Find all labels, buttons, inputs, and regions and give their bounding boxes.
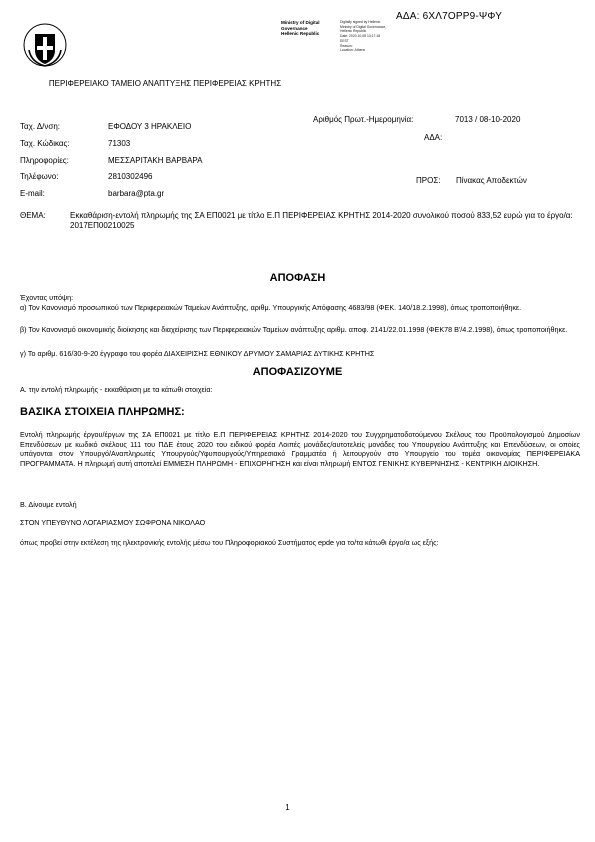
- phone-label: Τηλέφωνο:: [20, 172, 59, 181]
- payment-order: Β. Δίνουμε εντολή: [20, 500, 77, 509]
- payment-instruction: όπως προβεί στην εκτέλεση της ηλεκτρονικής εντολής μέσω του Πληροφοριακού Συστήματος epde για το/τα κάτωθι έργο/α ως εξής:: [20, 538, 439, 547]
- payment-body: Εντολή πληρωμής έργου/έργων της ΣΑ ΕΠ0021 με τίτλο Ε.Π ΠΕΡΙΦΕΡΕΙΑΣ ΚΡΗΤΗΣ 2014-2020 του Συγχρηματοδοτούμενου Σκέλους του Προϋπολογισμού Δημοσίων Επενδύσεων με κωδικό σκέλους 111 του ΠΔΕ έτους 2020 του ειδικού φορέα Λοιπές μονάδες/αυτοτελείς μονάδες του Υπουργείου Ανάπτυξης και Επενδύσεων, οι οποίες υπάγονται στον Υπουργό/Αναπληρωτές Υπουργούς/Υφυπουργούς/Υπηρεσιακό Γραμματέα ή λειτουργούν στο Υπουργείο του τομέα οικονομίας ΠΕΡΙΦΕΡΕΙΑΚΑ ΠΡΟΓΡΑΜΜΑΤΑ. Η πληρωμή αυτή αποτελεί ΕΜΜΕΣΗ ΠΛΗΡΩΜΗ - ΕΠΙΧΟΡΗΓΗΣΗ και είναι πληρωμή ΕΝΤΟΣ ΓΕΝΙΚΗΣ ΚΥΒΕΡΝΗΣΗΣ - ΚΕΝΤΡΙΚΗ ΔΙΟΙΚΗΣΗ.: [20, 430, 580, 468]
- recipient-label: ΠΡΟΣ:: [416, 176, 441, 185]
- signature-details: Digitally signed by Hellenic Ministry of Digital Governance, Hellenic Republic Date: 2020.10.08 13:17:18 EEST Reason: Location: Athens: [340, 20, 387, 53]
- info-value: ΜΕΣΣΑΡΙΤΑΚΗ ΒΑΡΒΑΡΑ: [108, 156, 203, 165]
- phone-value: 2810302496: [108, 172, 153, 181]
- hellenic-emblem-icon: [22, 20, 68, 70]
- considering-label: Έχοντας υπόψη:: [20, 293, 74, 302]
- ada-number: ΑΔΑ: 6ΧΛ7ΟΡΡ9-ΨΦΥ: [396, 11, 503, 22]
- protocol-number-value: 7013 / 08-10-2020: [455, 115, 521, 124]
- payment-title: ΒΑΣΙΚΑ ΣΤΟΙΧΕΙΑ ΠΛΗΡΩΜΗΣ:: [20, 406, 185, 418]
- signature-labels: Ministry of Digital Governance Hellenic Republic: [281, 20, 320, 37]
- page-number: 1: [285, 803, 290, 812]
- recipient-value: Πίνακας Αποδεκτών: [456, 176, 527, 185]
- protocol-ada-label: ΑΔΑ:: [424, 133, 443, 142]
- address-label: Ταχ. Δ/νση:: [20, 122, 61, 131]
- considering-item-a: α) Τον Κανονισμό προσωπικού των Περιφερειακών Ταμείων Ανάπτυξης, αριθμ. Υπουργικής Απόφασης 4683/98 (ΦΕΚ. 140/18.2.1998), όπως τροποποιήθηκε.: [20, 303, 522, 312]
- organization-name: ΠΕΡΙΦΕΡΕΙΑΚΟ ΤΑΜΕΙΟ ΑΝΑΠΤΥΞΗΣ ΠΕΡΙΦΕΡΕΙΑΣ ΚΡΗΤΗΣ: [48, 79, 282, 88]
- postal-value: 71303: [108, 139, 131, 148]
- decide-title: ΑΠΟΦΑΣΙΖΟΥΜΕ: [252, 366, 343, 378]
- subject-text: Εκκαθάριση-εντολή πληρωμής της ΣΑ ΕΠ0021 με τίτλο Ε.Π ΠΕΡΙΦΕΡΕΙΑΣ ΚΡΗΤΗΣ 2014-2020 συνολικού ποσού 833,52 ευρώ για το έργο/α: 2017ΕΠ00210025: [70, 211, 573, 230]
- email-link[interactable]: barbara@pta.gr: [108, 189, 165, 198]
- email-label: E-mail:: [20, 189, 45, 198]
- postal-label: Ταχ. Κώδικας:: [20, 139, 70, 148]
- considering-item-c: γ) Το αριθμ. 616/30-9-20 έγγραφο του φορέα ΔΙΑΧΕΙΡΙΣΗΣ ΕΘΝΙΚΟΥ ΔΡΥΜΟΥ ΣΑΜΑΡΙΑΣ ΔΥΤΙΚΗΣ ΚΡΗΤΗΣ: [20, 349, 375, 358]
- decision-title: ΑΠΟΦΑΣΗ: [269, 272, 326, 284]
- considering-item-b: β) Τον Κανονισμό οικονομικής διοίκησης και διαχείρισης των Περιφερειακών Ταμείων ανάπτυξης αριθμ. αποφ. 2141/22.01.1998 (ΦΕΚ78 Β'/4.2.1998), όπως τροποποιήθηκε.: [20, 325, 568, 334]
- subject-label: ΘΕΜΑ:: [20, 211, 46, 220]
- decide-intro: Α. την εντολή πληρωμής - εκκαθάριση με τα κάτωθι στοιχεία:: [20, 385, 213, 394]
- protocol-number-label: Αριθμός Πρωτ.-Ημερομηνία:: [313, 115, 414, 124]
- info-label: Πληροφορίες:: [20, 156, 69, 165]
- address-value: ΕΦΟΔΟΥ 3 ΗΡΑΚΛΕΙΟ: [108, 122, 192, 131]
- payment-accountant: ΣΤΟΝ ΥΠΕΥΘΥΝΟ ΛΟΓΑΡΙΑΣΜΟΥ ΣΩΦΡΟΝΑ ΝΙΚΟΛΑΟ: [20, 518, 206, 527]
